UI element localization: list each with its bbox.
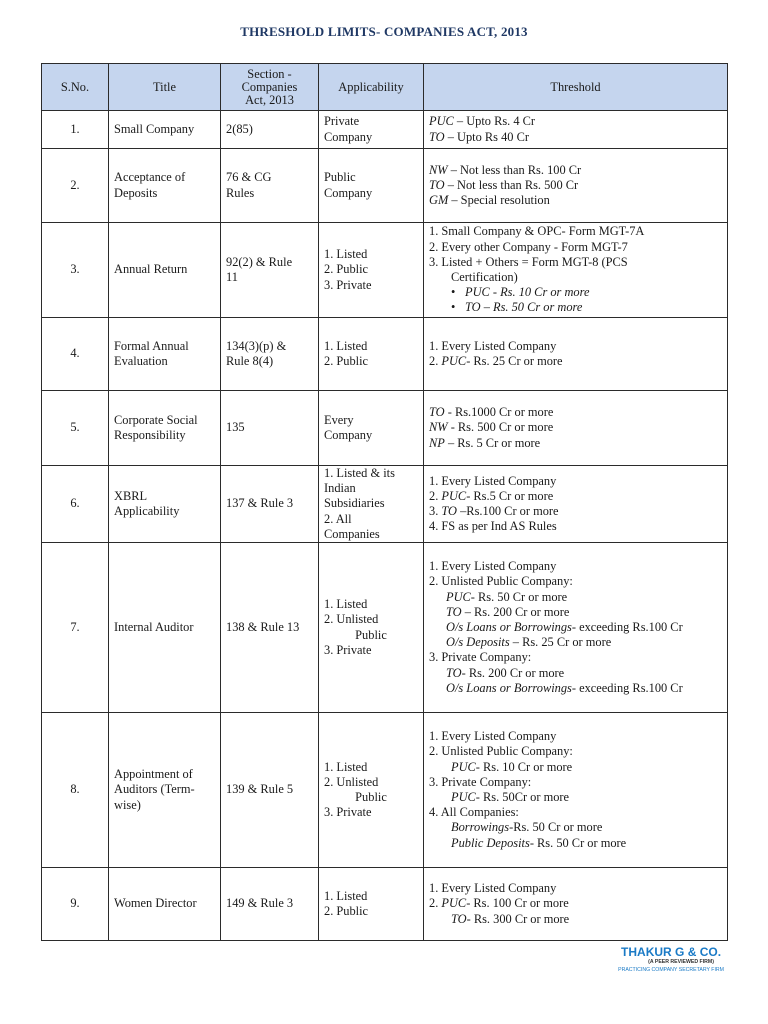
header-threshold: Threshold [424,64,728,111]
abbreviation-term: TO [451,911,467,926]
text-line: PUC- Rs. 50 Cr or more [446,589,568,604]
table-row [42,318,728,391]
cell-threshold [424,111,728,149]
cell-applicability [319,391,424,466]
bullet-item [429,285,722,300]
cell-sno: 5. [42,391,109,466]
page-title: THRESHOLD LIMITS- COMPANIES ACT, 2013 [240,24,528,39]
text-line: PUC- Rs. 50Cr or more [451,790,570,805]
abbreviation-term: Borrowings [451,820,510,835]
cell-sno: 6. [42,466,109,543]
table-row [42,111,728,149]
cell-section [221,868,319,941]
cell-applicability [319,543,424,713]
cell-title [109,149,221,223]
table-row [42,223,728,318]
text-line: 1. Every Listed Company [429,729,557,744]
cell-sno: 2. [42,149,109,223]
text-line: 2. PUC- Rs. 25 Cr or more [429,354,563,368]
text-line: 1. Listed [324,247,368,262]
text-line: Deposits [114,185,158,200]
text-line: Every [324,412,354,427]
cell-threshold [424,713,728,868]
text-line: wise) [114,797,141,812]
text-line: Small Company [114,121,195,136]
text-line: 139 & Rule 5 [226,782,294,797]
abbreviation-term: TO [441,504,458,518]
text-line: 3. TO –Rs.100 Cr or more [429,504,559,518]
text-line: Acceptance of [114,170,186,185]
cell-sno: 4. [42,318,109,391]
header-section-line: Act, 2013 [245,92,294,107]
text-line: 2. Unlisted [324,774,379,789]
cell-section [221,466,319,543]
text-line: 2. Public [324,904,369,919]
header-title: Title [109,64,221,111]
text-line: Company [324,185,373,200]
cell-section [221,318,319,391]
text-line: 1. Listed [324,888,368,903]
cell-applicability [319,466,424,543]
cell-applicability [319,111,424,149]
text-line: TO – Rs. 200 Cr or more [446,604,570,619]
text-line: 4. All Companies: [429,805,519,820]
cell-sno: 8. [42,713,109,868]
cell-section [221,391,319,466]
cell-threshold [424,868,728,941]
cell-title [109,111,221,149]
threshold-table [41,63,728,941]
cell-section [221,111,319,149]
text-line: Borrowings-Rs. 50 Cr or more [451,820,603,835]
text-line: NP – Rs. 5 Cr or more [429,435,541,450]
abbreviation-term: TO [446,604,462,619]
cell-threshold [424,466,728,543]
abbreviation-term: TO [429,405,445,420]
text-line: NW – Not less than Rs. 100 Cr [429,162,582,177]
cell-sno: 3. [42,223,109,318]
text-line: Certification) [451,270,518,284]
text-line: PUC - Rs. 10 Cr or more [465,285,590,300]
abbreviation-term: PUC [441,488,467,503]
text-line: Responsibility [114,428,186,442]
abbreviation-term: NP [429,435,445,450]
text-line: Company [324,428,373,442]
text-line: O/s Loans or Borrowings- exceeding Rs.100 Cr [446,680,683,695]
text-line: 134(3)(p) & [226,338,287,353]
cell-sno: 9. [42,868,109,941]
abbreviation-term: TO [429,129,445,144]
cell-title [109,868,221,941]
text-line: 3. Listed + Others = Form MGT-8 (PCS [429,254,628,269]
text-line: Company [324,129,373,144]
text-line: O/s Loans or Borrowings- exceeding Rs.100 Cr [446,619,683,634]
text-line: 2. Public [324,262,369,277]
text-line: Evaluation [114,354,168,368]
text-line: Applicability [114,504,180,518]
text-line: Public [355,627,387,642]
header-row [42,64,728,111]
abbreviation-term: TO [446,665,462,680]
text-line: Private [324,114,360,129]
cell-threshold [424,391,728,466]
text-line: 2. Public [324,354,369,368]
text-line: 1. Every Listed Company [429,473,557,488]
text-line: 1. Listed [324,759,368,774]
text-line: GM – Special resolution [429,193,550,208]
cell-section [221,223,319,318]
abbreviation-term: PUC [429,114,454,129]
text-line: 2. Unlisted Public Company: [429,574,573,589]
text-line: 2. PUC- Rs.5 Cr or more [429,488,554,503]
cell-applicability [319,223,424,318]
firm-peer-note: (A PEER REVIEWED FIRM) [648,959,714,965]
text-line: Rules [226,185,255,200]
text-line: 2(85) [226,121,253,136]
text-line: 1. Listed [324,597,368,612]
text-line: 76 & CG [226,170,272,185]
text-line: TO- Rs. 300 Cr or more [451,911,570,926]
text-line: XBRL [114,488,148,503]
abbreviation-term: O/s Deposits [446,635,510,650]
text-line: TO – Upto Rs 40 Cr [429,129,529,144]
cell-applicability [319,868,424,941]
cell-title [109,466,221,543]
text-line: 1. Every Listed Company [429,338,557,353]
abbreviation-term: PUC [441,896,467,911]
cell-title [109,391,221,466]
text-line: Public Deposits- Rs. 50 Cr or more [451,835,627,850]
text-line: 3. Private [324,277,372,292]
cell-threshold [424,543,728,713]
cell-title [109,318,221,391]
abbreviation-term: O/s Loans or Borrowings [446,680,572,695]
text-line: Auditors (Term- [114,782,195,797]
cell-applicability [319,318,424,391]
abbreviation-term: PUC [451,790,476,805]
cell-section [221,149,319,223]
text-line: TO - Rs.1000 Cr or more [429,405,554,420]
bullet-item [429,300,722,315]
abbreviation-term: PUC [441,354,467,368]
cell-sno: 7. [42,543,109,713]
text-line: 92(2) & Rule [226,254,293,269]
text-line: 2. PUC- Rs. 100 Cr or more [429,896,569,911]
abbreviation-term: NW [429,162,448,177]
table-row [42,868,728,941]
text-line: 3. Private [324,805,372,820]
text-line: Women Director [114,896,197,911]
cell-title [109,223,221,318]
abbreviation-term: TO [429,177,445,192]
text-line: 135 [226,420,245,435]
text-line: 1. Every Listed Company [429,559,557,574]
cell-title [109,713,221,868]
header-sno: S.No. [42,64,109,111]
abbreviation-term: Public Deposits [451,835,530,850]
text-line: Formal Annual [114,338,189,353]
table-row [42,391,728,466]
text-line: 1. Every Listed Company [429,881,557,896]
text-line: 2. Every other Company - Form MGT-7 [429,239,628,254]
cell-threshold [424,318,728,391]
text-line: 2. Unlisted Public Company: [429,744,573,759]
text-line: 3. Private [324,642,372,657]
cell-section [221,713,319,868]
cell-threshold [424,149,728,223]
text-line: 1. Listed & its [324,466,395,480]
abbreviation-term: PUC [451,759,476,774]
text-line: Internal Auditor [114,619,194,634]
cell-threshold [424,223,728,318]
text-line: Companies [324,526,380,541]
abbreviation-term: NW [429,420,448,435]
table-row [42,466,728,543]
text-line: Appointment of [114,767,193,782]
firm-logo [618,946,724,974]
header-section-line: Companies [241,79,298,94]
text-line: 1. Listed [324,338,368,353]
text-line: 4. FS as per Ind AS Rules [429,519,557,534]
abbreviation-term: PUC [446,589,471,604]
table-row [42,149,728,223]
text-line: 3. Private Company: [429,650,532,665]
text-line: 11 [226,270,238,284]
text-line: Public [324,170,356,185]
abbreviation-term: O/s Loans or Borrowings [446,619,572,634]
text-line: 3. Private Company: [429,774,532,789]
cell-title [109,543,221,713]
table-row [42,713,728,868]
cell-section [221,543,319,713]
text-line: TO- Rs. 200 Cr or more [446,665,565,680]
text-line: NW - Rs. 500 Cr or more [429,420,554,435]
cell-sno: 1. [42,111,109,149]
firm-tagline: PRACTICING COMPANY SECRETARY FIRM [618,967,724,973]
header-applicability: Applicability [319,64,424,111]
text-line: PUC – Upto Rs. 4 Cr [429,114,536,129]
text-line: 2. All [324,511,352,526]
text-line: O/s Deposits – Rs. 25 Cr or more [446,635,612,650]
text-line: 1. Small Company & OPC- Form MGT-7A [429,224,645,239]
header-section-line: Section - [247,66,292,81]
text-line: 149 & Rule 3 [226,896,294,911]
text-line: 137 & Rule 3 [226,496,294,511]
text-line: Rule 8(4) [226,354,274,368]
cell-applicability [319,713,424,868]
text-line: PUC- Rs. 10 Cr or more [451,759,573,774]
text-line: 2. Unlisted [324,612,379,627]
text-line: Subsidiaries [324,496,385,511]
text-line: Public [355,790,387,805]
header-section [221,64,319,111]
text-line: Annual Return [114,262,188,277]
firm-name: THAKUR G & CO. [621,945,722,959]
table-row [42,543,728,713]
abbreviation-term: GM [429,193,449,208]
text-line: Indian [324,481,356,496]
text-line: Corporate Social [114,412,198,427]
text-line: 138 & Rule 13 [226,619,300,634]
text-line: TO – Not less than Rs. 500 Cr [429,177,579,192]
text-line: TO – Rs. 50 Cr or more [465,300,583,315]
cell-applicability [319,149,424,223]
